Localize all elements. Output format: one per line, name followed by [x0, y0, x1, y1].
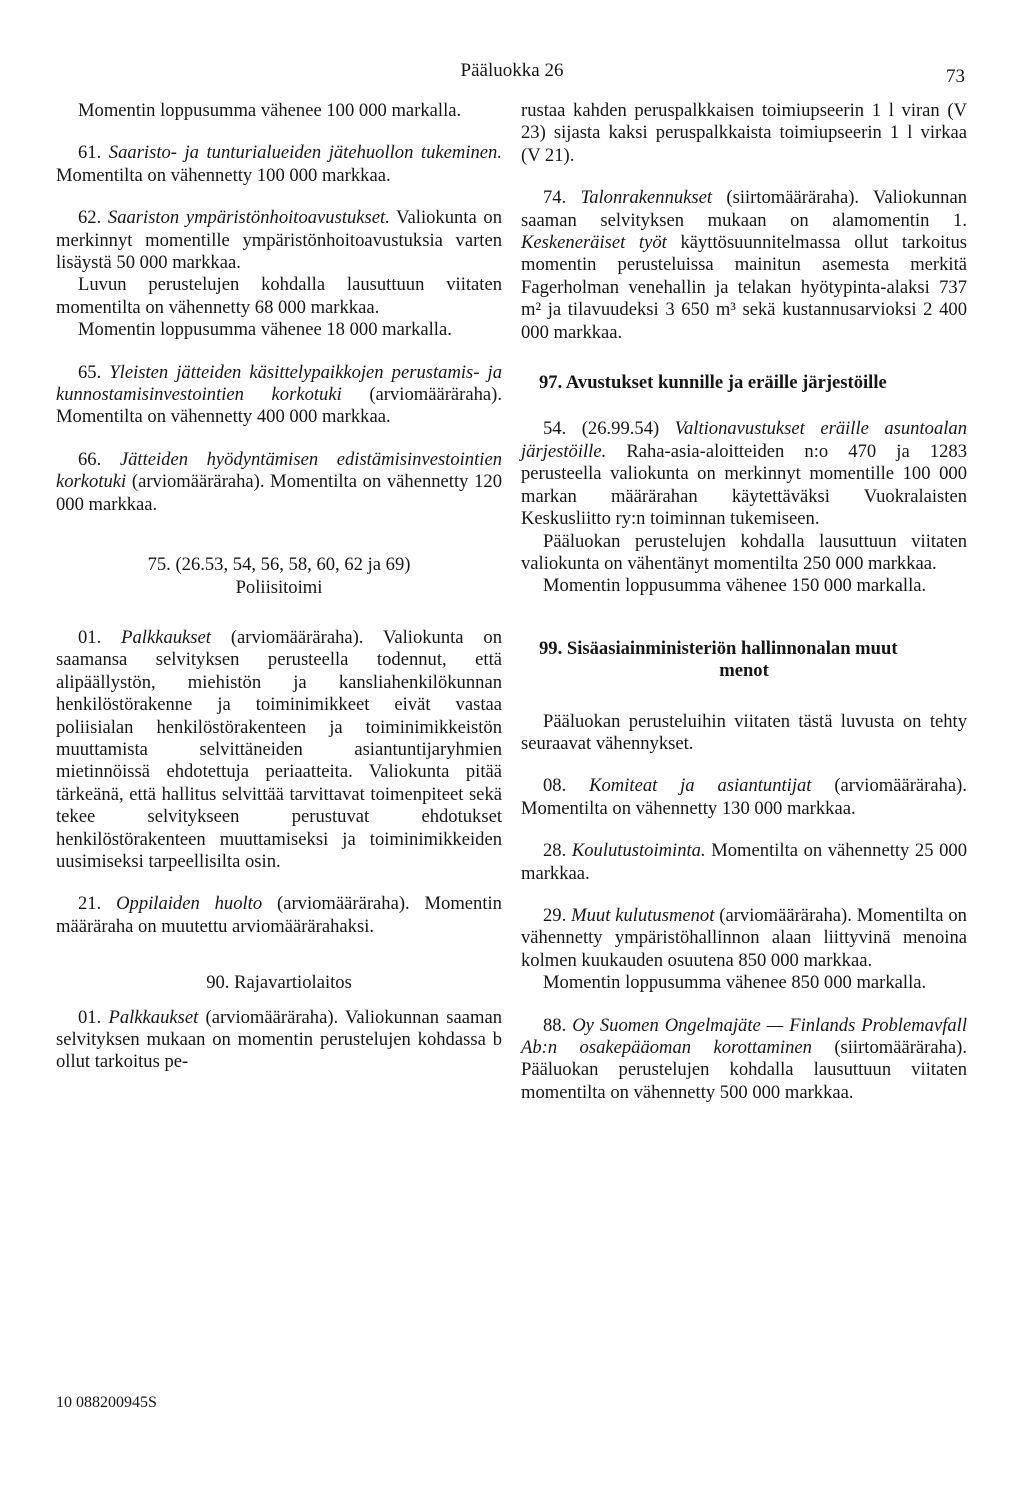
section-heading: 97. Avustukset kunnille ja eräille järjestöille	[539, 372, 887, 394]
item-29: 29. Muut kulutusmenot (arviomääräraha). Momentilta on vähennetty ympäristöhallinnon alaan liittyvinä menoina kolmen kuukauden osuutena 850 000 markkaa.	[521, 904, 967, 971]
section-heading: 75. (26.53, 54, 56, 58, 60, 62 ja 69)	[147, 554, 411, 576]
paragraph: Momentin loppusumma vähenee 18 000 markalla.	[78, 319, 452, 341]
section-heading-sub: Poliisitoimi	[235, 576, 323, 598]
item-08: 08. Komiteat ja asiantuntijat (arviomääräraha). Momentilta on vähennetty 130 000 markkaa.	[521, 775, 967, 819]
footer-code: 10 088200945S	[56, 1394, 157, 1411]
paragraph: Pääluokan perustelujen kohdalla lausuttuun viitaten valiokunta on vähentänyt momentilta 250 000 markkaa.	[521, 530, 967, 574]
section-heading: 90. Rajavartiolaitos	[206, 972, 352, 994]
item-88: 88. Oy Suomen Ongelmajäte — Finlands Problemavfall Ab:n osakepääoman korottaminen (siirtomääräraha). Pääluokan perustelujen kohdalla lausuttuun viitaten momentilta on vähennetty 500 000 markkaa.	[521, 1014, 967, 1103]
item-61: 61. Saaristo- ja tunturialueiden jätehuollon tukeminen. Momentilta on vähennetty 100 000 markkaa.	[56, 142, 502, 186]
item-65: 65. Yleisten jätteiden käsittelypaikkojen perustamis- ja kunnostamisinvestointien korkotuki (arviomääräraha). Momentilta on vähennetty 400 000 markkaa.	[56, 361, 502, 428]
running-header: Pääluokka 26	[460, 60, 564, 81]
item-01: 01. Palkkaukset (arviomääräraha). Valiokunta on saamansa selvityksen perusteella todennut, että alipäällystön, miehistön ja kansliahenkilökunnan henkilöstörakenne ja toiminimikkeet eivät vastaa poliisialan henkilöstörakenteen ja toiminimikkeistön muuttamista selvittäneiden asiantuntijaryhmien mietinnöissä ehdotettuja periaatteita. Valiokunta pitää tärkeänä, että hallitus selvittää tarvittavat toimenpiteet sekä tekee selvitykseen perustuvat ehdotukset henkilöstörakenteen muuttamiseksi ja toiminimikkeiden uusimiseksi tarpeellisilta osin.	[56, 626, 503, 872]
section-heading: 99. Sisäasiainministeriön hallinnonalan muut	[539, 637, 898, 659]
item-62: 62. Saariston ympäristönhoitoavustukset. Valiokunta on merkinnyt momentille ympäristönhoitoavustuksia varten lisäystä 50 000 markkaa.	[56, 207, 502, 274]
left-column	[56, 100, 502, 1074]
paragraph: Momentin loppusumma vähenee 850 000 markalla.	[543, 972, 927, 994]
item-54: 54. (26.99.54) Valtionavustukset eräille asuntoalan järjestöille. Raha-asia-aloitteiden n:o 470 ja 1283 perusteella valiokunta on merkinnyt momentille 100 000 markan määrärahan käytettäväksi Vuokralaisten Keskusliitto ry:n toiminnan tukemiseen.	[521, 418, 967, 530]
paragraph: Pääluokan perusteluihin viitaten tästä luvusta on tehty seuraavat vähennykset.	[521, 710, 967, 754]
item-90-01: 01. Palkkaukset (arviomääräraha). Valiokunnan saaman selvityksen mukaan on momentin perustelujen kohdassa b ollut tarkoitus pe-	[56, 1006, 502, 1073]
heading-99	[521, 638, 967, 683]
page-number: 73	[946, 66, 965, 87]
paragraph: Momentin loppusumma vähenee 150 000 markalla.	[543, 575, 927, 597]
paragraph: rustaa kahden peruspalkkaisen toimiupseerin 1 l viran (V 23) sijasta kaksi peruspalkkaista toimiupseerin 1 l virkaa (V 21).	[521, 100, 967, 166]
item-21: 21. Oppilaiden huolto (arviomääräraha). Momentin määräraha on muutettu arviomäärärahaksi.	[56, 893, 502, 937]
paragraph: Luvun perustelujen kohdalla lausuttuun viitaten momentilta on vähennetty 68 000 markkaa.	[56, 274, 502, 318]
right-column	[521, 100, 967, 1104]
item-74: 74. Talonrakennukset (siirtomääräraha). Valiokunnan saaman selvityksen mukaan on alamomentin 1. Keskeneräiset työt käyttösuunnitelmassa ollut tarkoitus momentin perusteluissa mainitun asemesta merkitä Fagerholman venehallin ja telakan hyötypinta-alaksi 737 m² ja tilavuudeksi 3 650 m³ sekä kustannusarvioksi 2 400 000 markkaa.	[521, 187, 968, 343]
heading-75	[56, 554, 502, 599]
item-28: 28. Koulutustoiminta. Momentilta on vähennetty 25 000 markkaa.	[521, 840, 967, 884]
section-heading-sub: menot	[719, 660, 769, 682]
paragraph: Momentin loppusumma vähenee 100 000 markalla.	[78, 100, 462, 121]
item-66: 66. Jätteiden hyödyntämisen edistämisinvestointien korkotuki (arviomääräraha). Momentilta on vähennetty 120 000 markkaa.	[56, 448, 502, 515]
